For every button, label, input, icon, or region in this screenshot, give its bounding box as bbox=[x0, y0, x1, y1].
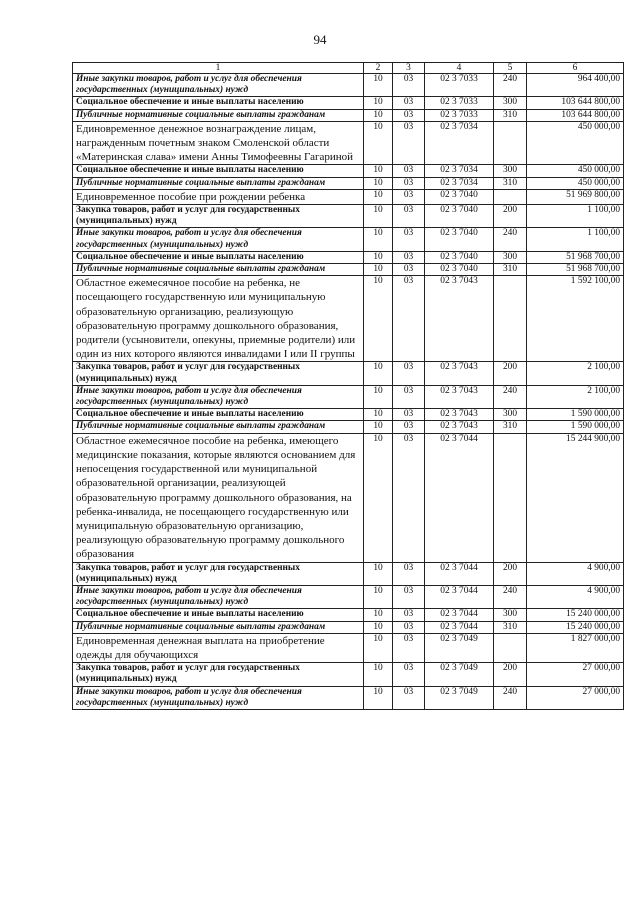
row-amount-cell: 51 968 700,00 bbox=[527, 264, 624, 276]
row-section-cell: 10 bbox=[364, 251, 393, 263]
row-subsection-cell: 03 bbox=[393, 205, 425, 228]
row-subsection-cell: 03 bbox=[393, 686, 425, 709]
row-expense-type-cell: 200 bbox=[494, 205, 527, 228]
row-amount-cell: 103 644 800,00 bbox=[527, 109, 624, 121]
header-col-target-code: 4 bbox=[425, 63, 494, 74]
row-target-code-cell: 02 3 7044 bbox=[425, 621, 494, 633]
row-subsection-cell: 03 bbox=[393, 409, 425, 421]
row-section-cell: 10 bbox=[364, 205, 393, 228]
row-name-cell: Иные закупки товаров, работ и услуг для обеспечения государственных (муниципальных) нужд bbox=[73, 385, 364, 408]
row-expense-type-cell: 300 bbox=[494, 409, 527, 421]
table-row bbox=[73, 433, 624, 562]
row-expense-type-cell: 310 bbox=[494, 177, 527, 189]
row-target-code-cell: 02 3 7044 bbox=[425, 433, 494, 562]
row-subsection-cell: 03 bbox=[393, 562, 425, 585]
table-row bbox=[73, 177, 624, 189]
row-name-cell: Областное ежемесячное пособие на ребенка, имеющего медицинские показания, которые являются основанием для непосещения государственной или муниципальной образовательной организации, реализующей образовательную программу дошкольного образования, на ребенка-инвалида, не посещающего государственную или муниципальную образовательную организацию, реализующую образовательную программу дошкольного образования bbox=[73, 433, 364, 562]
row-target-code-cell: 02 3 7040 bbox=[425, 228, 494, 251]
budget-table bbox=[72, 62, 624, 710]
row-expense-type-cell: 240 bbox=[494, 686, 527, 709]
row-section-cell: 10 bbox=[364, 433, 393, 562]
row-name-cell: Социальное обеспечение и иные выплаты населению bbox=[73, 97, 364, 109]
row-expense-type-cell: 310 bbox=[494, 621, 527, 633]
row-name-cell: Социальное обеспечение и иные выплаты населению bbox=[73, 165, 364, 177]
header-col-subsection: 3 bbox=[393, 63, 425, 74]
row-target-code-cell: 02 3 7043 bbox=[425, 421, 494, 433]
row-amount-cell: 4 900,00 bbox=[527, 562, 624, 585]
row-subsection-cell: 03 bbox=[393, 621, 425, 633]
row-amount-cell: 1 100,00 bbox=[527, 205, 624, 228]
row-name-cell: Единовременное пособие при рождении ребенка bbox=[73, 189, 364, 204]
page-number: 94 bbox=[313, 32, 327, 47]
row-name-cell: Единовременное денежное вознаграждение лицам, награжденным почетным знаком Смоленской области «Материнская слава» имени Анны Тимофеевны Гагариной bbox=[73, 121, 364, 165]
table-header-row bbox=[73, 63, 624, 74]
row-amount-cell: 450 000,00 bbox=[527, 121, 624, 165]
row-amount-cell: 1 827 000,00 bbox=[527, 633, 624, 662]
row-section-cell: 10 bbox=[364, 409, 393, 421]
row-name-cell: Публичные нормативные социальные выплаты гражданам bbox=[73, 621, 364, 633]
row-section-cell: 10 bbox=[364, 362, 393, 385]
header-col-expense-type: 5 bbox=[494, 63, 527, 74]
row-subsection-cell: 03 bbox=[393, 165, 425, 177]
row-subsection-cell: 03 bbox=[393, 385, 425, 408]
row-section-cell: 10 bbox=[364, 121, 393, 165]
row-subsection-cell: 03 bbox=[393, 421, 425, 433]
row-target-code-cell: 02 3 7044 bbox=[425, 562, 494, 585]
row-section-cell: 10 bbox=[364, 609, 393, 621]
row-section-cell: 10 bbox=[364, 228, 393, 251]
row-name-cell: Публичные нормативные социальные выплаты гражданам bbox=[73, 264, 364, 276]
row-target-code-cell: 02 3 7043 bbox=[425, 409, 494, 421]
row-expense-type-cell: 310 bbox=[494, 421, 527, 433]
row-section-cell: 10 bbox=[364, 686, 393, 709]
table-row bbox=[73, 609, 624, 621]
row-target-code-cell: 02 3 7033 bbox=[425, 74, 494, 97]
row-subsection-cell: 03 bbox=[393, 189, 425, 204]
row-expense-type-cell: 240 bbox=[494, 228, 527, 251]
row-amount-cell: 103 644 800,00 bbox=[527, 97, 624, 109]
header-col-section: 2 bbox=[364, 63, 393, 74]
row-section-cell: 10 bbox=[364, 74, 393, 97]
table-row bbox=[73, 385, 624, 408]
row-subsection-cell: 03 bbox=[393, 74, 425, 97]
row-expense-type-cell: 240 bbox=[494, 74, 527, 97]
row-expense-type-cell: 240 bbox=[494, 585, 527, 608]
row-subsection-cell: 03 bbox=[393, 663, 425, 686]
row-subsection-cell: 03 bbox=[393, 362, 425, 385]
row-amount-cell: 2 100,00 bbox=[527, 385, 624, 408]
row-section-cell: 10 bbox=[364, 621, 393, 633]
row-subsection-cell: 03 bbox=[393, 251, 425, 263]
row-amount-cell: 450 000,00 bbox=[527, 165, 624, 177]
budget-table-body bbox=[73, 63, 624, 710]
row-name-cell: Областное ежемесячное пособие на ребенка, не посещающего государственную или муниципальную образовательную организацию, реализующую образовательную программу дошкольного образования, родители (усыновители, опекуны, приемные родители) или один из них которого являются инвалидами I или II группы bbox=[73, 276, 364, 362]
row-section-cell: 10 bbox=[364, 165, 393, 177]
row-expense-type-cell: 200 bbox=[494, 362, 527, 385]
row-section-cell: 10 bbox=[364, 264, 393, 276]
row-target-code-cell: 02 3 7043 bbox=[425, 385, 494, 408]
row-name-cell: Закупка товаров, работ и услуг для государственных (муниципальных) нужд bbox=[73, 663, 364, 686]
table-row bbox=[73, 264, 624, 276]
table-row bbox=[73, 165, 624, 177]
table-row bbox=[73, 686, 624, 709]
row-section-cell: 10 bbox=[364, 189, 393, 204]
row-subsection-cell: 03 bbox=[393, 228, 425, 251]
row-target-code-cell: 02 3 7034 bbox=[425, 165, 494, 177]
table-row bbox=[73, 562, 624, 585]
row-amount-cell: 51 969 800,00 bbox=[527, 189, 624, 204]
table-row bbox=[73, 633, 624, 662]
row-amount-cell: 1 100,00 bbox=[527, 228, 624, 251]
header-col-name: 1 bbox=[73, 63, 364, 74]
row-target-code-cell: 02 3 7040 bbox=[425, 205, 494, 228]
table-row bbox=[73, 205, 624, 228]
table-row bbox=[73, 409, 624, 421]
row-name-cell: Закупка товаров, работ и услуг для государственных (муниципальных) нужд bbox=[73, 205, 364, 228]
row-expense-type-cell bbox=[494, 633, 527, 662]
row-subsection-cell: 03 bbox=[393, 97, 425, 109]
row-section-cell: 10 bbox=[364, 109, 393, 121]
table-row bbox=[73, 276, 624, 362]
row-amount-cell: 1 590 000,00 bbox=[527, 421, 624, 433]
table-row bbox=[73, 228, 624, 251]
row-section-cell: 10 bbox=[364, 97, 393, 109]
row-expense-type-cell: 300 bbox=[494, 97, 527, 109]
row-target-code-cell: 02 3 7044 bbox=[425, 585, 494, 608]
row-amount-cell: 15 240 000,00 bbox=[527, 621, 624, 633]
row-expense-type-cell bbox=[494, 121, 527, 165]
row-section-cell: 10 bbox=[364, 385, 393, 408]
row-target-code-cell: 02 3 7049 bbox=[425, 686, 494, 709]
row-target-code-cell: 02 3 7040 bbox=[425, 264, 494, 276]
row-amount-cell: 4 900,00 bbox=[527, 585, 624, 608]
row-target-code-cell: 02 3 7044 bbox=[425, 609, 494, 621]
row-section-cell: 10 bbox=[364, 633, 393, 662]
table-row bbox=[73, 189, 624, 204]
row-amount-cell: 1 592 100,00 bbox=[527, 276, 624, 362]
row-expense-type-cell bbox=[494, 189, 527, 204]
row-name-cell: Социальное обеспечение и иные выплаты населению bbox=[73, 409, 364, 421]
table-row bbox=[73, 621, 624, 633]
row-expense-type-cell: 200 bbox=[494, 562, 527, 585]
row-name-cell: Иные закупки товаров, работ и услуг для обеспечения государственных (муниципальных) нужд bbox=[73, 585, 364, 608]
row-target-code-cell: 02 3 7033 bbox=[425, 97, 494, 109]
row-amount-cell: 450 000,00 bbox=[527, 177, 624, 189]
row-target-code-cell: 02 3 7043 bbox=[425, 276, 494, 362]
row-amount-cell: 2 100,00 bbox=[527, 362, 624, 385]
row-expense-type-cell: 310 bbox=[494, 109, 527, 121]
row-name-cell: Единовременная денежная выплата на приобретение одежды для обучающихся bbox=[73, 633, 364, 662]
row-subsection-cell: 03 bbox=[393, 121, 425, 165]
row-amount-cell: 1 590 000,00 bbox=[527, 409, 624, 421]
row-target-code-cell: 02 3 7043 bbox=[425, 362, 494, 385]
row-section-cell: 10 bbox=[364, 562, 393, 585]
row-expense-type-cell bbox=[494, 276, 527, 362]
row-section-cell: 10 bbox=[364, 276, 393, 362]
row-target-code-cell: 02 3 7049 bbox=[425, 633, 494, 662]
table-row bbox=[73, 663, 624, 686]
row-expense-type-cell: 200 bbox=[494, 663, 527, 686]
row-section-cell: 10 bbox=[364, 177, 393, 189]
row-target-code-cell: 02 3 7049 bbox=[425, 663, 494, 686]
row-subsection-cell: 03 bbox=[393, 433, 425, 562]
table-row bbox=[73, 109, 624, 121]
row-subsection-cell: 03 bbox=[393, 609, 425, 621]
table-row bbox=[73, 585, 624, 608]
table-row bbox=[73, 74, 624, 97]
table-row bbox=[73, 251, 624, 263]
row-name-cell: Публичные нормативные социальные выплаты гражданам bbox=[73, 421, 364, 433]
row-name-cell: Закупка товаров, работ и услуг для государственных (муниципальных) нужд bbox=[73, 562, 364, 585]
row-target-code-cell: 02 3 7034 bbox=[425, 177, 494, 189]
row-expense-type-cell bbox=[494, 433, 527, 562]
row-section-cell: 10 bbox=[364, 585, 393, 608]
row-amount-cell: 27 000,00 bbox=[527, 663, 624, 686]
row-subsection-cell: 03 bbox=[393, 633, 425, 662]
table-row bbox=[73, 362, 624, 385]
row-name-cell: Социальное обеспечение и иные выплаты населению bbox=[73, 609, 364, 621]
row-name-cell: Социальное обеспечение и иные выплаты населению bbox=[73, 251, 364, 263]
row-amount-cell: 27 000,00 bbox=[527, 686, 624, 709]
row-subsection-cell: 03 bbox=[393, 177, 425, 189]
row-name-cell: Публичные нормативные социальные выплаты гражданам bbox=[73, 109, 364, 121]
row-expense-type-cell: 240 bbox=[494, 385, 527, 408]
row-target-code-cell: 02 3 7034 bbox=[425, 121, 494, 165]
row-amount-cell: 15 244 900,00 bbox=[527, 433, 624, 562]
row-section-cell: 10 bbox=[364, 663, 393, 686]
row-name-cell: Иные закупки товаров, работ и услуг для обеспечения государственных (муниципальных) нужд bbox=[73, 228, 364, 251]
table-row bbox=[73, 97, 624, 109]
row-subsection-cell: 03 bbox=[393, 276, 425, 362]
row-amount-cell: 15 240 000,00 bbox=[527, 609, 624, 621]
row-target-code-cell: 02 3 7040 bbox=[425, 251, 494, 263]
row-subsection-cell: 03 bbox=[393, 109, 425, 121]
row-expense-type-cell: 310 bbox=[494, 264, 527, 276]
row-amount-cell: 964 400,00 bbox=[527, 74, 624, 97]
header-col-amount: 6 bbox=[527, 63, 624, 74]
row-name-cell: Публичные нормативные социальные выплаты гражданам bbox=[73, 177, 364, 189]
row-subsection-cell: 03 bbox=[393, 264, 425, 276]
row-expense-type-cell: 300 bbox=[494, 251, 527, 263]
row-expense-type-cell: 300 bbox=[494, 165, 527, 177]
row-name-cell: Иные закупки товаров, работ и услуг для обеспечения государственных (муниципальных) нужд bbox=[73, 74, 364, 97]
row-name-cell: Иные закупки товаров, работ и услуг для обеспечения государственных (муниципальных) нужд bbox=[73, 686, 364, 709]
row-target-code-cell: 02 3 7033 bbox=[425, 109, 494, 121]
table-row bbox=[73, 421, 624, 433]
row-subsection-cell: 03 bbox=[393, 585, 425, 608]
row-name-cell: Закупка товаров, работ и услуг для государственных (муниципальных) нужд bbox=[73, 362, 364, 385]
row-amount-cell: 51 968 700,00 bbox=[527, 251, 624, 263]
row-section-cell: 10 bbox=[364, 421, 393, 433]
table-row bbox=[73, 121, 624, 165]
row-target-code-cell: 02 3 7040 bbox=[425, 189, 494, 204]
row-expense-type-cell: 300 bbox=[494, 609, 527, 621]
